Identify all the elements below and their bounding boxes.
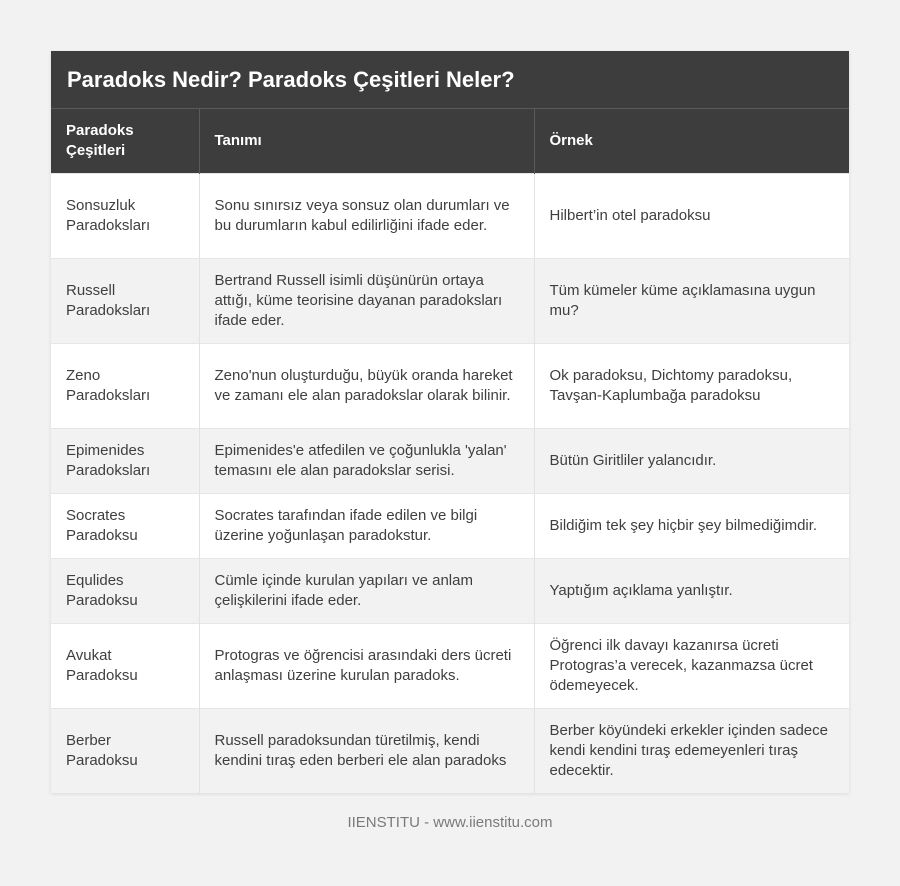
table-title: Paradoks Nedir? Paradoks Çeşitleri Neler? — [51, 51, 849, 109]
cell-example: Berber köyündeki erkekler içinden sadece kendi kendini tıraş edemeyenleri tıraş edecektir. — [534, 709, 849, 794]
cell-definition: Zeno'nun oluşturduğu, büyük oranda hareket ve zamanı ele alan paradokslar olarak bilinir. — [199, 344, 534, 429]
cell-paradox-type: Equlides Paradoksu — [51, 559, 199, 624]
cell-example: Bildiğim tek şey hiçbir şey bilmediğimdir. — [534, 494, 849, 559]
cell-example: Ok paradoksu, Dichtomy paradoksu, Tavşan-Kaplumbağa paradoksu — [534, 344, 849, 429]
paradox-table — [51, 109, 849, 793]
cell-paradox-type: Berber Paradoksu — [51, 709, 199, 794]
cell-example: Yaptığım açıklama yanlıştır. — [534, 559, 849, 624]
cell-paradox-type: Epimenides Paradoksları — [51, 429, 199, 494]
cell-definition: Sonu sınırsız veya sonsuz olan durumları ve bu durumların kabul edilirliğini ifade eder. — [199, 174, 534, 259]
cell-paradox-type: Sonsuzluk Paradoksları — [51, 174, 199, 259]
cell-paradox-type: Zeno Paradoksları — [51, 344, 199, 429]
table-row — [51, 494, 849, 559]
paradox-table-card — [51, 51, 849, 793]
table-header-row — [51, 109, 849, 174]
header-example: Örnek — [534, 109, 849, 174]
cell-definition: Bertrand Russell isimli düşünürün ortaya attığı, küme teorisine dayanan paradoksları ifade eder. — [199, 259, 534, 344]
table-row — [51, 709, 849, 794]
cell-example: Öğrenci ilk davayı kazanırsa ücreti Protogras’a verecek, kazanmazsa ücret ödemeyecek. — [534, 624, 849, 709]
cell-definition: Cümle içinde kurulan yapıları ve anlam çelişkilerini ifade eder. — [199, 559, 534, 624]
table-row — [51, 559, 849, 624]
cell-paradox-type: Socrates Paradoksu — [51, 494, 199, 559]
table-row — [51, 174, 849, 259]
header-paradox-types: Paradoks Çeşitleri — [51, 109, 199, 174]
cell-example: Tüm kümeler küme açıklamasına uygun mu? — [534, 259, 849, 344]
cell-example: Hilbert’in otel paradoksu — [534, 174, 849, 259]
cell-paradox-type: Russell Paradoksları — [51, 259, 199, 344]
table-row — [51, 624, 849, 709]
cell-definition: Socrates tarafından ifade edilen ve bilgi üzerine yoğunlaşan paradokstur. — [199, 494, 534, 559]
cell-definition: Russell paradoksundan türetilmiş, kendi kendini tıraş eden berberi ele alan paradoks — [199, 709, 534, 794]
table-row — [51, 344, 849, 429]
cell-definition: Protogras ve öğrencisi arasındaki ders ücreti anlaşması üzerine kurulan paradoks. — [199, 624, 534, 709]
cell-example: Bütün Giritliler yalancıdır. — [534, 429, 849, 494]
cell-definition: Epimenides'e atfedilen ve çoğunlukla 'yalan' temasını ele alan paradokslar serisi. — [199, 429, 534, 494]
table-row — [51, 429, 849, 494]
table-row — [51, 259, 849, 344]
cell-paradox-type: Avukat Paradoksu — [51, 624, 199, 709]
footer-credit: IIENSTITU - www.iienstitu.com — [347, 814, 553, 831]
header-definition: Tanımı — [199, 109, 534, 174]
